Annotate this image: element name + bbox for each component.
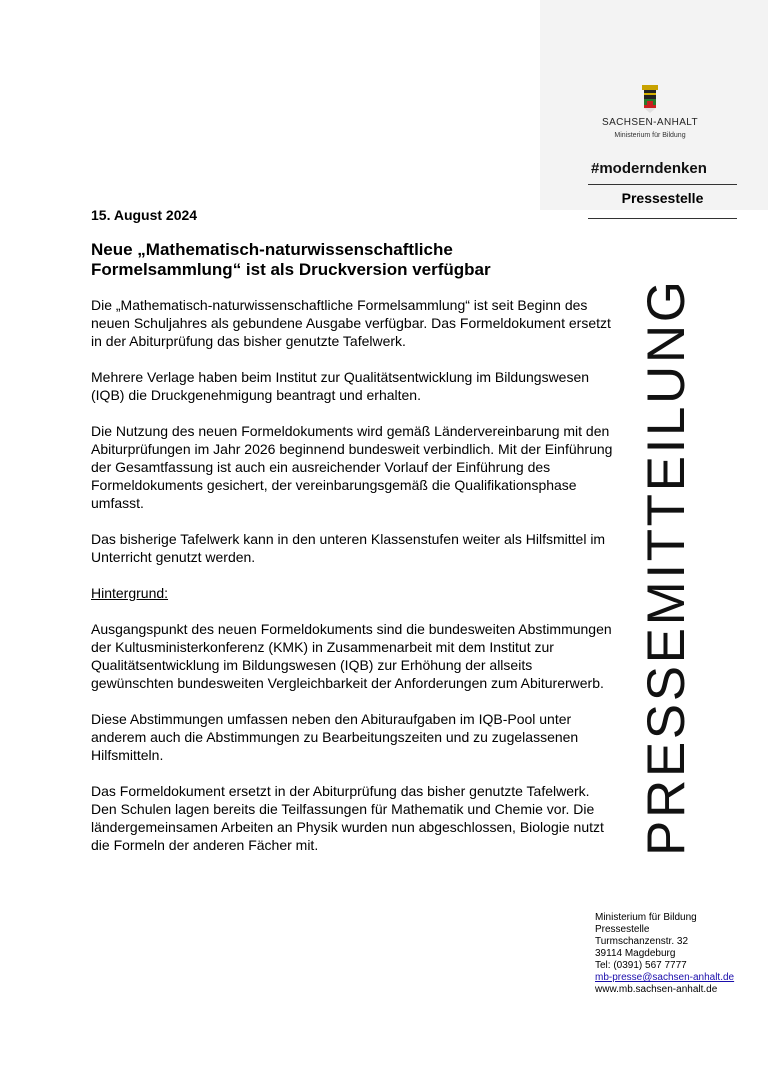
paragraph: Das bisherige Tafelwerk kann in den unteren Klassenstufen weiter als Hilfsmittel im Unterricht genutzt werden. [91, 531, 606, 565]
hashtag: #moderndenken [591, 160, 707, 177]
contact-city: 39114 Magdeburg [595, 948, 676, 959]
body-text [91, 296, 616, 872]
divider [588, 218, 737, 219]
contact-block [595, 912, 765, 996]
contact-web-link[interactable]: www.mb.sachsen-anhalt.de [595, 984, 718, 995]
paragraph: Die Nutzung des neuen Formeldokuments wird gemäß Ländervereinbarung mit den Abiturprüfungen im Jahr 2026 beginnend bundesweit verbindlich. Mit der Einführung der Gesamtfassung ist auch ein ausreichender Vorlauf der Einführung des Formeldokuments gesichert, der vereinbarungsgemäß die Qualifikationsphase umfasst. [91, 423, 613, 511]
release-date: 15. August 2024 [91, 207, 198, 223]
coat-of-arms-icon [638, 85, 662, 113]
contact-ministry: Ministerium für Bildung [595, 912, 697, 923]
state-name: SACHSEN-ANHALT [602, 117, 698, 128]
section-heading: Hintergrund: [91, 585, 169, 601]
divider [588, 184, 737, 185]
contact-office: Pressestelle [595, 924, 650, 935]
paragraph: Diese Abstimmungen umfassen neben den Abituraufgaben im IQB-Pool unter anderem auch die Abstimmungen zu Bearbeitungszeiten und zu zugelassenen Hilfsmitteln. [91, 711, 579, 763]
contact-phone: Tel: (0391) 567 7777 [595, 960, 687, 971]
paragraph: Ausgangspunkt des neuen Formeldokuments sind die bundesweiten Abstimmungen der Kultusministerkonferenz (KMK) in Zusammenarbeit mit dem Institut zur Qualitätsentwicklung im Bildungswesen (IQB) zur Erhöhung der allseits gewünschten bundesweiten Vergleichbarkeit der Anforderungen zum Abiturerwerb. [91, 621, 612, 691]
contact-street: Turmschanzenstr. 32 [595, 936, 689, 947]
ministry-name: Ministerium für Bildung [614, 132, 686, 139]
paragraph: Das Formeldokument ersetzt in der Abiturprüfung das bisher genutzte Tafelwerk. Den Schulen lagen bereits die Teilfassungen für Mathematik und Chemie vor. Die ländergemeinsamen Arbeiten an Physik wurden nun abgeschlossen, Biologie nutzt die Formeln der anderen Fächer mit. [91, 783, 604, 853]
paragraph: Mehrere Verlage haben beim Institut zur Qualitätsentwicklung im Bildungswesen (IQB) die Druckgenehmigung beantragt und erhalten. [91, 369, 590, 403]
paragraph: Die „Mathematisch-naturwissenschaftliche Formelsammlung“ ist seit Beginn des neuen Schuljahres als gebundene Ausgabe verfügbar. Das Formeldokument ersetzt in der Abiturprüfung das bisher genutzte Tafelwerk. [91, 297, 611, 349]
press-office-label: Pressestelle [621, 190, 704, 206]
side-label: PRESSEMITTEILUNG [637, 278, 696, 856]
contact-email-link[interactable]: mb-presse@sachsen-anhalt.de [595, 972, 735, 983]
headline: Neue „Mathematisch-naturwissenschaftliche Formelsammlung“ ist als Druckversion verfügbar [91, 240, 491, 279]
